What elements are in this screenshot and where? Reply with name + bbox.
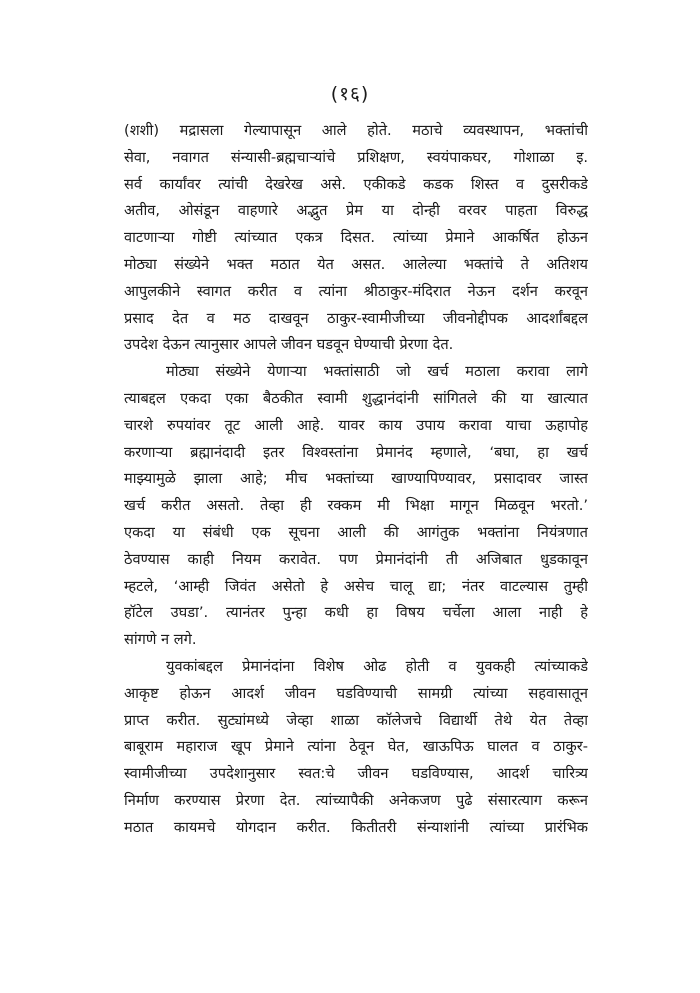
- text-line: उपदेश देऊन त्यानुसार आपले जीवन घडवून घेण्याची प्रेरणा देत.: [124, 336, 454, 354]
- text-line: खर्च करीत असतो. तेव्हा ही रक्कम मी भिक्षा मागून मिळवून भरतो.’: [124, 497, 588, 515]
- text-line: सर्व कार्यांवर त्यांची देखरेख असे. एकीकडे कडक शिस्त व दुसरीकडे: [124, 175, 588, 193]
- text-line: बाबूराम महाराज खूप प्रेमाने त्यांना ठेवून घेत, खाऊपिऊ घालत व ठाकुर-: [124, 738, 588, 756]
- text-line: चारशे रुपयांवर तूट आली आहे. यावर काय उपाय करावा याचा ऊहापोह: [124, 416, 588, 434]
- text-line: म्हटले, ‘आम्ही जिवंत असेतो हे असेच चालू द्या; नंतर वाटल्यास तुम्ही: [124, 577, 588, 595]
- text-line: करणाऱ्या ब्रह्मानंदादी इतर विश्वस्तांना प्रेमानंद म्हणाले, ‘बघा, हा खर्च: [124, 443, 588, 461]
- text-line: प्रसाद देत व मठ दाखवून ठाकुर-स्वामीजीच्या जीवनोद्दीपक आदर्शांबद्दल: [124, 309, 588, 327]
- text-line: हॉटेल उघडा’. त्यानंतर पुन्हा कधी हा विषय चर्चेला आला नाही हे: [124, 604, 588, 622]
- text-line: अतीव, ओसंडून वाहणारे अद्भुत प्रेम या दोन्ही वरवर पाहता विरुद्ध: [124, 202, 588, 220]
- text-line: एकदा या संबंधी एक सूचना आली की आगंतुक भक्तांना नियंत्रणात: [124, 523, 588, 541]
- text-line: वाटणाऱ्या गोष्टी त्यांच्यात एकत्र दिसत. त्यांच्या प्रेमाने आकर्षित होऊन: [124, 229, 588, 247]
- text-line: प्राप्त करीत. सुट्यांमध्ये जेव्हा शाळा कॉलेजचे विद्यार्थी तेथे येत तेव्हा: [124, 711, 588, 729]
- text-line: आकृष्ट होऊन आदर्श जीवन घडविण्याची सामग्री त्यांच्या सहवासातून: [124, 684, 588, 702]
- paragraph-3: [124, 654, 588, 842]
- text-line: युवकांबद्दल प्रेमानंदांना विशेष ओढ होती व युवकही त्यांच्याकडे: [166, 657, 588, 675]
- paragraph-1: [124, 118, 588, 359]
- text-line: मोठ्या संख्येने भक्त मठात येत असत. आलेल्या भक्तांचे ते अतिशय: [124, 255, 588, 273]
- text-line: त्याबद्दल एकदा एका बैठकीत स्वामी शुद्धानंदांनी सांगितले की या खात्यात: [124, 389, 588, 407]
- text-line: (शशी) मद्रासला गेल्यापासून आले होते. मठाचे व्यवस्थापन, भक्तांची: [124, 122, 588, 139]
- text-line: माझ्यामुळे झाला आहे; मीच भक्तांच्या खाण्यापिण्यावर, प्रसादावर जास्त: [124, 470, 588, 488]
- paragraph-2: [124, 359, 588, 654]
- text-line: मठात कायमचे योगदान करीत. कितीतरी संन्याशांनी त्यांच्या प्रारंभिक: [124, 818, 588, 836]
- page-number: (१६): [330, 83, 370, 105]
- text-line: निर्माण करण्यास प्रेरणा देत. त्यांच्यापैकी अनेकजण पुढे संसारत्याग करून: [124, 791, 588, 809]
- text-line: आपुलकीने स्वागत करीत व त्यांना श्रीठाकुर-मंदिरात नेऊन दर्शन करवून: [124, 282, 588, 300]
- text-line: सांगणे न लगे.: [124, 631, 197, 649]
- text-line: स्वामीजीच्या उपदेशानुसार स्वत:चे जीवन घडविण्यास, आदर्श चारित्र्य: [124, 765, 588, 783]
- text-line: मोठ्या संख्येने येणाऱ्या भक्तांसाठी जो खर्च मठाला करावा लागे: [166, 363, 588, 381]
- text-line: ठेवण्यास काही नियम करावेत. पण प्रेमानंदांनी ती अजिबात धुडकावून: [124, 550, 588, 568]
- body-text: [124, 118, 588, 842]
- text-line: सेवा, नवागत संन्यासी-ब्रह्मचाऱ्यांचे प्रशिक्षण, स्वयंपाकघर, गोशाळा इ.: [124, 148, 588, 166]
